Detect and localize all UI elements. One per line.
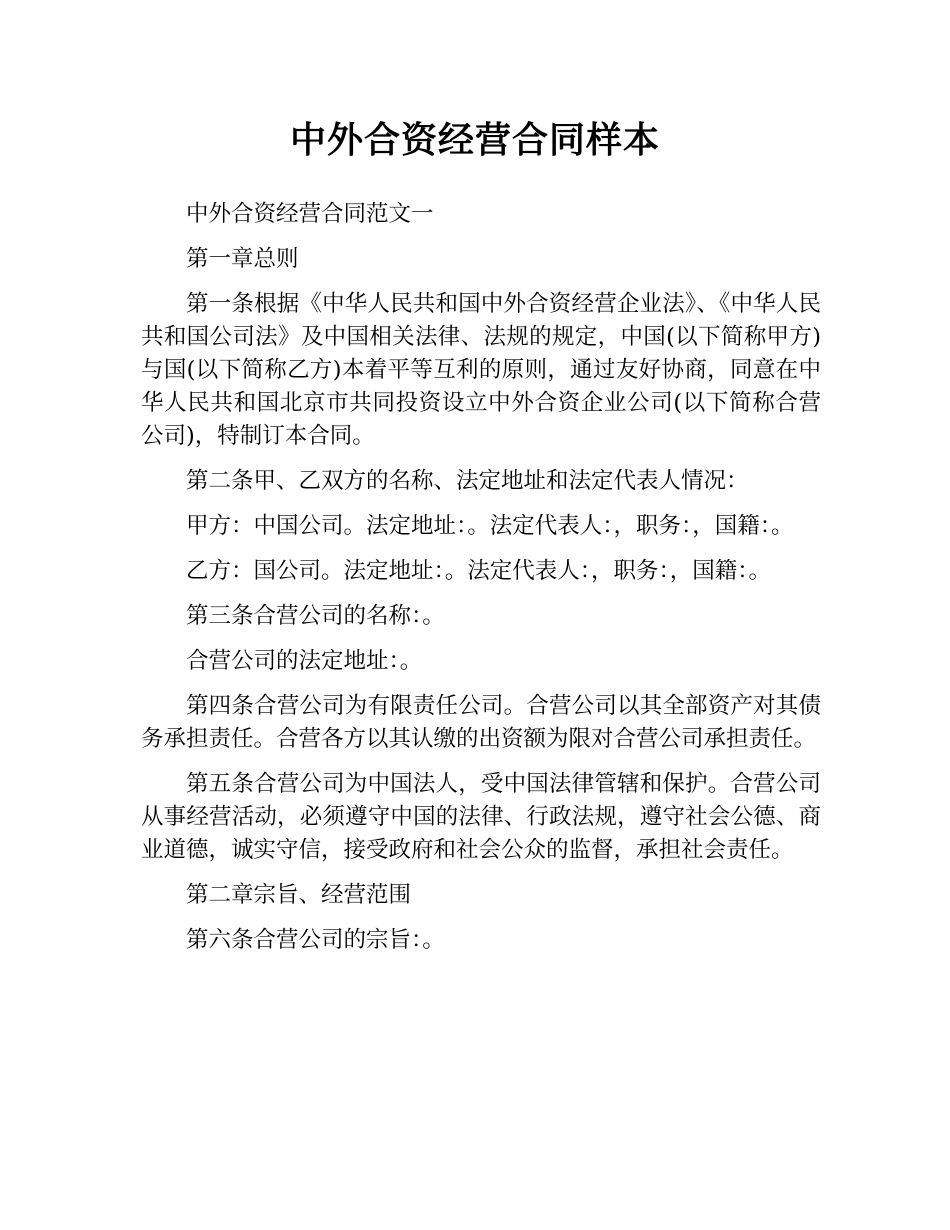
paragraph-article-3: 第三条合营公司的名称：。 [186,603,445,629]
paragraph-article-2: 第二条甲、乙双方的名称、法定地址和法定代表人情况： [186,468,749,494]
paragraph-article-4: 第四条合营公司为有限责任公司。合营公司以其全部资产对其债务承担责任。合营各方以其认缴的出资额为限对合营公司承担责任。 [141,693,821,752]
paragraph-subtitle: 中外合资经营合同范文一 [186,201,434,227]
paragraph-article-1: 第一条根据《中华人民共和国中外合资经营企业法》、《中华人民共和国公司法》及中国相关法律、法规的规定，中国(以下简称甲方)与国(以下简称乙方)本着平等互利的原则，通过友好协商，同意在中华人民共和国北京市共同投资设立中外合资企业公司(以下简称合营公司)，特制订本合同。 [141,291,821,449]
document-title: 中外合资经营合同样本 [289,120,660,161]
paragraph-chapter-1: 第一章总则 [186,246,299,272]
paragraph-article-6: 第六条合营公司的宗旨：。 [186,927,445,953]
paragraph-chapter-2: 第二章宗旨、经营范围 [186,882,412,908]
paragraph-article-5: 第五条合营公司为中国法人，受中国法律管辖和保护。合营公司从事经营活动，必须遵守中国的法律、行政法规，遵守社会公德、商业道德，诚实守信，接受政府和社会公众的监督，承担社会责任。 [141,771,821,863]
paragraph-party-b: 乙方：国公司。法定地址：。法定代表人：，职务：，国籍：。 [186,558,772,584]
document-body [141,198,821,969]
paragraph-party-a: 甲方：中国公司。法定地址：。法定代表人：，职务：，国籍：。 [186,513,794,539]
paragraph-legal-address: 合营公司的法定地址：。 [186,648,423,674]
